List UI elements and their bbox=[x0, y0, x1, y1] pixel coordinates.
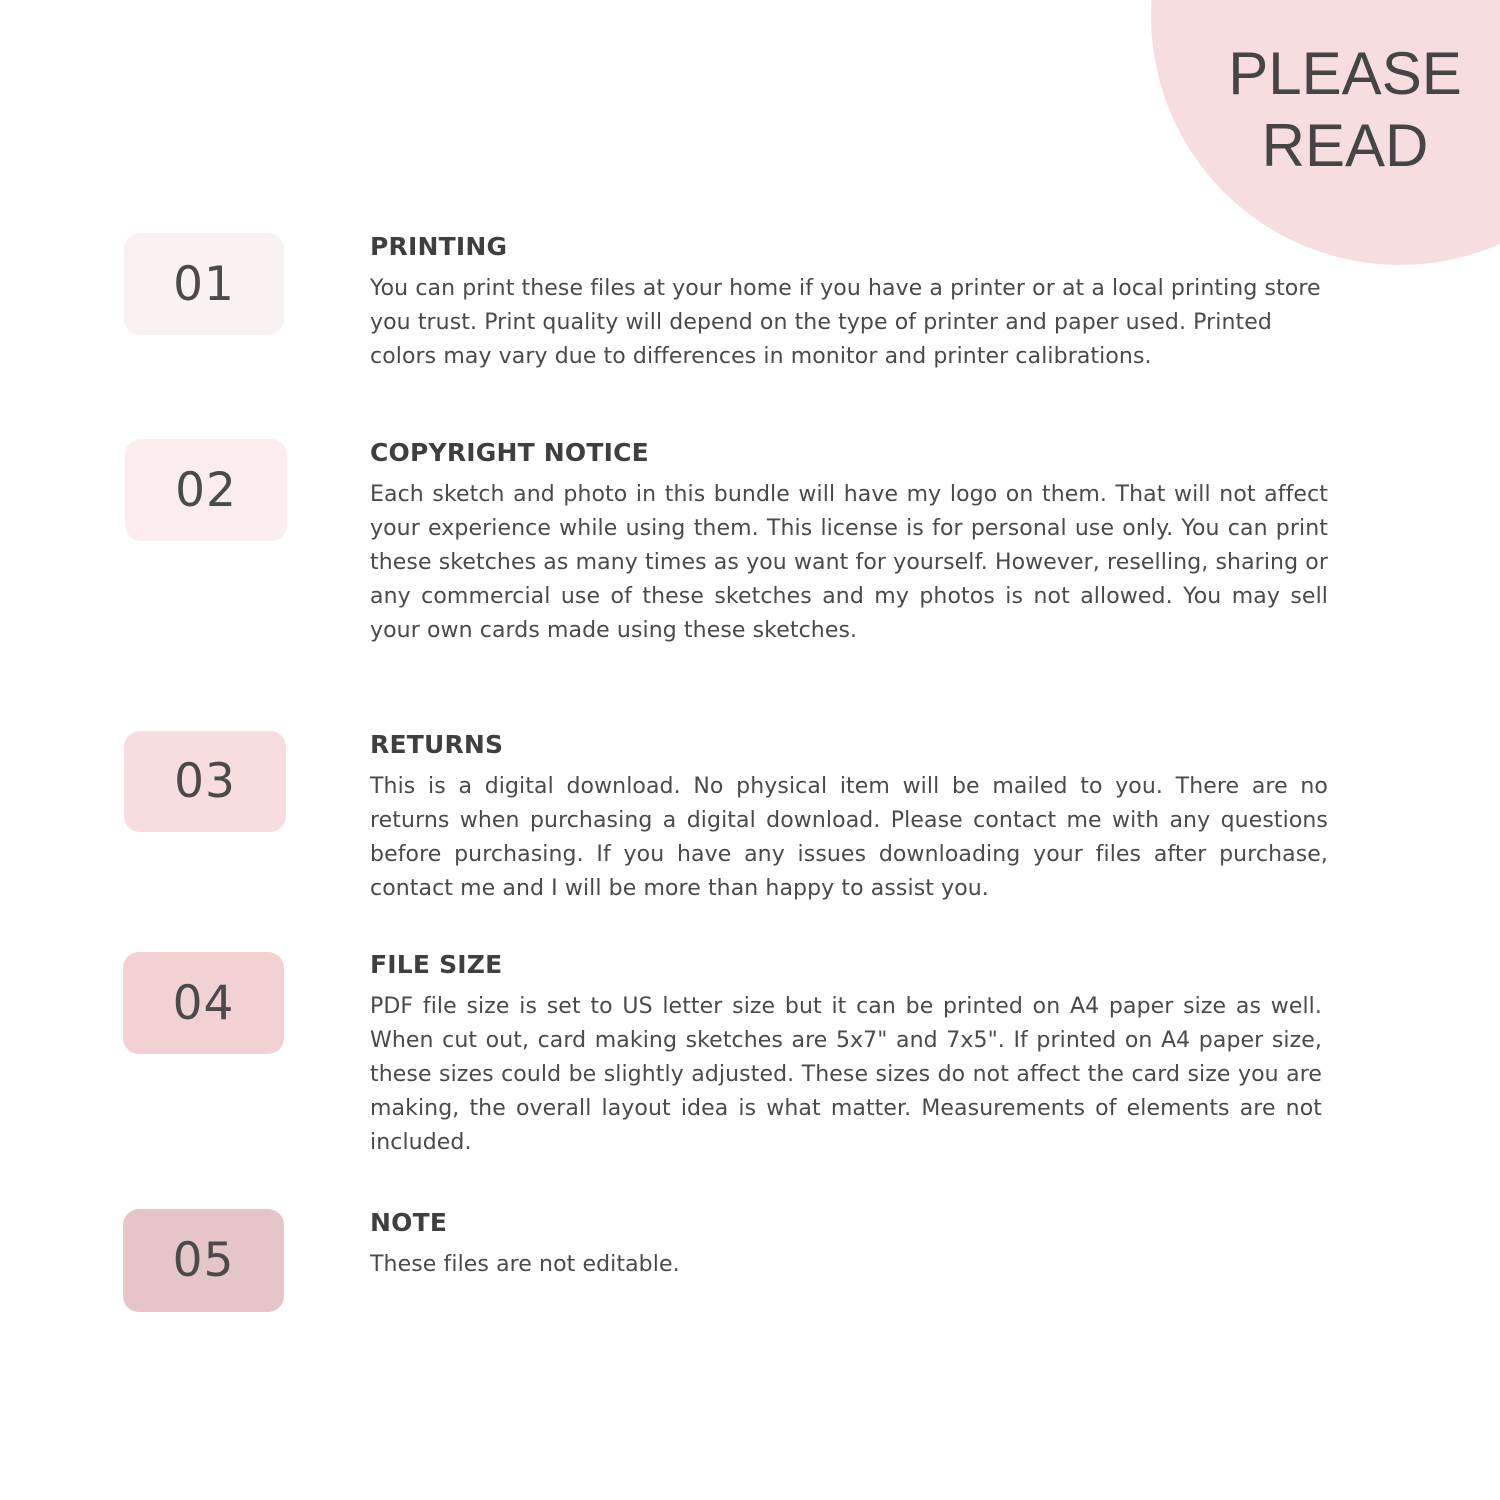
file-size-section bbox=[370, 950, 1322, 1160]
section-number-badge-02: 02 bbox=[125, 439, 287, 541]
note-text: These files are not editable. bbox=[370, 1252, 680, 1277]
printing-title: PRINTING bbox=[370, 232, 508, 261]
file-size-title: FILE SIZE bbox=[370, 950, 503, 979]
copyright-text: Each sketch and photo in this bundle will have my logo on them. That will not affect your experience while using them. This license is for personal use only. You can print these sketches as many times as you want for yourself. However, reselling, sharing or any commercial use of these sketches and my photos is not allowed. You may sell your own cards made using these sketches. bbox=[370, 482, 1328, 643]
section-number-badge-04: 04 bbox=[123, 952, 284, 1054]
heading-line-read: READ bbox=[1261, 112, 1429, 179]
section-number-badge-03: 03 bbox=[124, 731, 286, 832]
note-section bbox=[370, 1208, 1328, 1282]
copyright-title: COPYRIGHT NOTICE bbox=[370, 438, 649, 467]
please-read-heading bbox=[1195, 38, 1495, 182]
returns-text: This is a digital download. No physical item will be mailed to you. There are no returns when purchasing a digital download. Please contact me with any questions before purchasing. If you have any issues downloading your files after purchase, contact me and I will be more than happy to assist you. bbox=[370, 774, 1328, 901]
returns-title: RETURNS bbox=[370, 730, 504, 759]
returns-section bbox=[370, 730, 1328, 906]
file-size-text: PDF file size is set to US letter size but it can be printed on A4 paper size as well. When cut out, card making sketches are 5x7" and 7x5". If printed on A4 paper size, these sizes could be slightly adjusted. These sizes do not affect the card size you are making, the overall layout idea is what matter. Measurements of elements are not included. bbox=[370, 994, 1322, 1155]
note-title: NOTE bbox=[370, 1208, 448, 1237]
printing-text: You can print these files at your home if you have a printer or at a local printing store you trust. Print quality will depend on the type of printer and paper used. Printed colors may vary due to differences in monitor and printer calibrations. bbox=[370, 276, 1321, 369]
printing-section bbox=[370, 232, 1328, 374]
section-number-badge-05: 05 bbox=[123, 1209, 284, 1312]
copyright-section bbox=[370, 438, 1328, 648]
section-number-badge-01: 01 bbox=[124, 233, 284, 335]
heading-line-please: PLEASE bbox=[1228, 40, 1462, 107]
